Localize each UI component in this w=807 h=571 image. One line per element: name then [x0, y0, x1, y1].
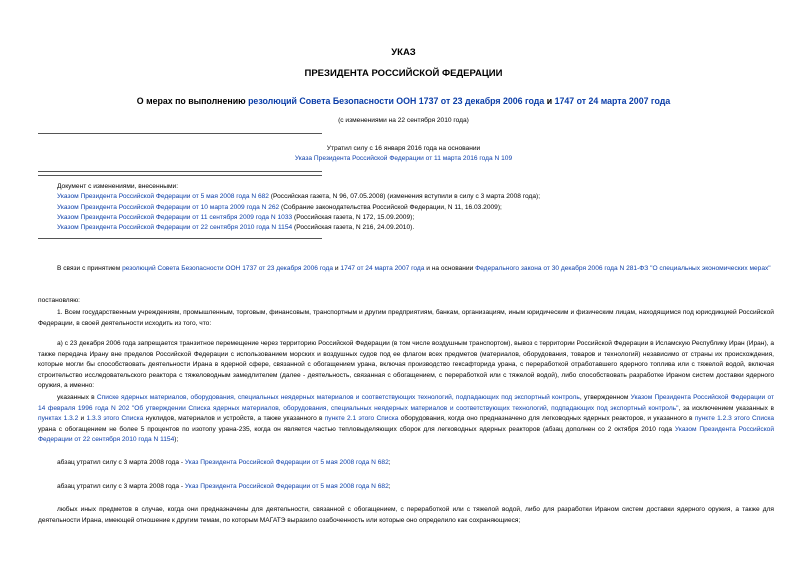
document-subject — [0, 96, 807, 106]
changes-item — [57, 192, 540, 201]
text: ; — [388, 459, 391, 466]
link-item-1-2-3[interactable]: пункте 1.2.3 этого Списка — [694, 415, 775, 422]
link-item-1-3-3[interactable]: 1.3.3 этого Списка — [86, 415, 144, 422]
link-decree-682[interactable]: Указ Президента Российской Федерации от 5 мая 2008 года N 682 — [184, 483, 389, 490]
lost-force-note: Утратил силу с 16 января 2016 года на основании — [326, 145, 481, 152]
change-source: (Российская газета, N 216, 24.09.2010). — [292, 224, 415, 231]
link-resolution-1737[interactable]: резолюций Совета Безопасности ООН 1737 от 23 декабря 2006 года — [122, 265, 334, 272]
link-nuclear-list[interactable]: Списке ядерных материалов, оборудования, специальных неядерных материалов и соответствующих технологий, подпадающих под экспортный контроль — [96, 394, 580, 401]
changes-item — [57, 203, 502, 212]
repealed-paragraph — [57, 482, 391, 491]
divider — [38, 175, 322, 176]
text: В связи с принятием — [57, 265, 123, 272]
subject-text: О мерах по выполнению — [136, 96, 249, 106]
text: и на основании — [424, 265, 476, 272]
link-resolution-1747[interactable]: 1747 от 24 марта 2007 года — [340, 265, 425, 272]
text: и — [78, 415, 87, 422]
link-federal-law-281[interactable]: Федерального закона от 30 декабря 2006 года N 281-ФЗ "О специальных экономических мерах" — [475, 265, 771, 272]
change-source: (Российская газета, N 96, 07.05.2008) (изменения вступили в силу с 3 марта 2008 года); — [268, 193, 541, 200]
text: нуклидов, материалов и устройств, а также указанного в — [143, 415, 325, 422]
text: абзац утратил силу с 3 марта 2008 года - — [57, 483, 185, 490]
changes-item — [57, 213, 414, 222]
link-decree-682[interactable]: Указ Президента Российской Федерации от 5 мая 2008 года N 682 — [184, 459, 389, 466]
change-link[interactable]: Указом Президента Российской Федерации от 10 марта 2009 года N 262 — [57, 204, 280, 211]
change-link[interactable]: Указом Президента Российской Федерации от 22 сентября 2010 года N 1154 — [57, 224, 293, 231]
change-source: (Собрание законодательства Российской Федерации, N 11, 16.03.2009); — [279, 204, 502, 211]
divider — [38, 133, 322, 134]
repeal-basis-link[interactable]: Указа Президента Российской Федерации от 11 марта 2016 года N 109 — [294, 155, 513, 162]
change-link[interactable]: Указом Президента Российской Федерации от 11 сентября 2009 года N 1033 — [57, 214, 293, 221]
paragraph-a: а) с 23 декабря 2006 года запрещается транзитное перемещение через территорию Российской Федерации (в том числе воздушным транспортом), вывоз с территории Российской Федерации в Исламскую Республику Иран (Иран), а также передача Ирану вне пределов Российской Федерации с использованием морских и воздушных судов под ее флагом всех предметов (материалов, оборудования, товаров и технологий) независимо от страны их происхождения, которые могли бы способствовать деятельности Ирана в ядерной сфере, связанной с обогащением урана, включая производство гексафторида урана, с переработкой отработавшего ядерного топлива или с тяжелой водой, включая строительство исследовательского реактора с тяжеловодным замедлителем (далее - деятельность, связанная с обогащением, с переработкой или с тяжелой водой), либо способствовать разработке Ираном систем доставки ядерного оружия, а именно: — [38, 340, 774, 389]
subject-conj: и — [544, 96, 555, 106]
link-decree-1154[interactable]: Указом Президента Российской Федерации от 22 сентября 2010 года N 1154 — [38, 425, 775, 443]
change-source: (Российская газета, N 172, 15.09.2009); — [292, 214, 415, 221]
document-type-title: УКАЗ — [391, 47, 416, 58]
divider — [38, 238, 322, 239]
text: указанных в — [57, 394, 97, 401]
issuer-title: ПРЕЗИДЕНТА РОССИЙСКОЙ ФЕДЕРАЦИИ — [304, 68, 503, 79]
divider — [38, 171, 322, 172]
text: ); — [174, 436, 179, 443]
changes-item — [57, 223, 414, 232]
text: , за исключением указанных в — [678, 404, 774, 412]
text: , утвержденном — [579, 394, 631, 401]
link-decree-202[interactable]: Указом Президента Российской Федерации от 14 февраля 1996 года N 202 "Об утверждении Списка ядерных материалов, оборудования, специальных неядерных материалов и соответствующих технологий, подпадающих под экспортный контроль" — [38, 394, 774, 412]
change-link[interactable]: Указом Президента Российской Федерации от 5 мая 2008 года N 682 — [57, 193, 269, 200]
decree-word: постановляю: — [38, 297, 81, 304]
text: ; — [388, 483, 391, 490]
link-item-2-1[interactable]: пункте 2.1 этого Списка — [324, 415, 399, 422]
text: оборудования, когда оно предназначено для легководных ядерных реакторов, и указанного в — [398, 415, 695, 422]
text: абзац утратил силу с 3 марта 2008 года - — [57, 459, 185, 466]
paragraph-other-items: любых иных предметов в случае, когда они предназначены для деятельности, связанной с обогащением, с переработкой или с тяжелой водой, либо для разработки Ираном систем доставки ядерного оружия, а также для деятельности Ирана, имеющей отношение к другим темам, по которым МАГАТЭ выразило озабоченность или которые оно определило как сохраняющиеся; — [38, 506, 774, 524]
changes-heading: Документ с изменениями, внесенными: — [57, 183, 179, 190]
subject-link-resolution-1737[interactable]: резолюций Совета Безопасности ООН 1737 от 23 декабря 2006 года — [248, 96, 545, 106]
text: и — [333, 265, 341, 272]
preamble-paragraph — [38, 264, 774, 275]
amendment-note: (с изменениями на 22 сентября 2010 года) — [338, 117, 469, 124]
text: урана с обогащением не более 5 процентов по изотопу урана-235, когда он является частью тепловыделяющих сборок для легководных ядерных реакторов (абзац дополнен со 2 октября 2010 года — [38, 425, 675, 433]
paragraph-1: 1. Всем государственным учреждениям, промышленным, торговым, финансовым, транспортным и другим предприятиям, банкам, организациям, иным юридическим и физическим лицам, находящимся под юрисдикцией Российской Федерации, в своей деятельности исходить из того, что: — [38, 309, 774, 327]
repealed-paragraph — [57, 458, 391, 467]
paragraph-list-items — [38, 393, 774, 446]
subject-link-resolution-1747[interactable]: 1747 от 24 марта 2007 года — [554, 96, 671, 106]
link-item-1-3-2[interactable]: пунктах 1.3.2 — [38, 415, 79, 422]
